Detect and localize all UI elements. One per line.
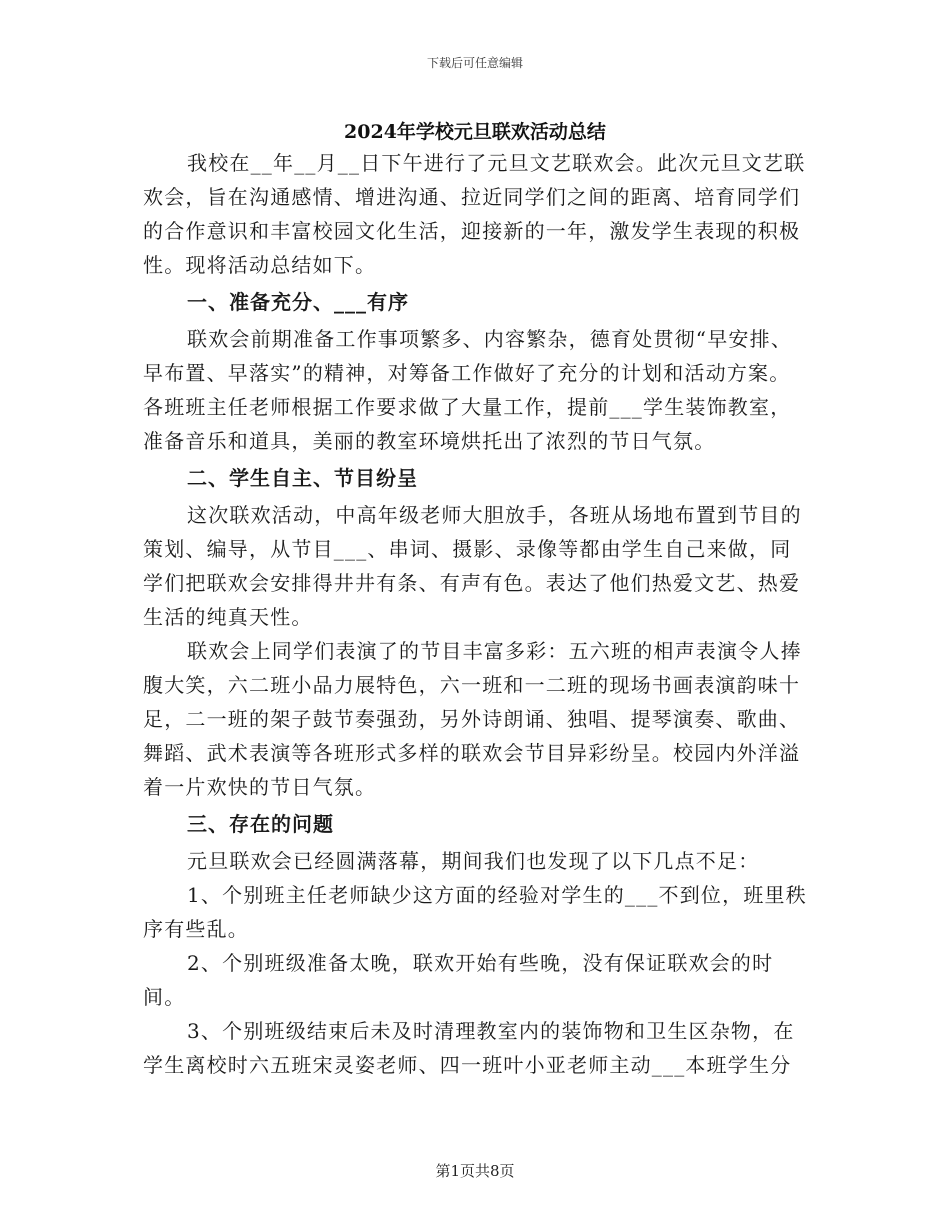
section-1-paragraph: 联欢会前期准备工作事项繁多、内容繁杂，德育处贯彻“早安排、早布置、早落实”的精神，对筹备工作做好了充分的计划和活动方案。各班班主任老师根据工作要求做了大量工作，提前___学生装饰教室，准备音乐和道具，美丽的教室环境烘托出了浓烈的节日气氛。 bbox=[143, 327, 793, 453]
header-note: 下载后可任意编辑 bbox=[426, 56, 523, 70]
section-2-paragraph-2: 联欢会上同学们表演了的节目丰富多彩：五六班的相声表演令人捧腹大笑，六二班小品力展特色，六一班和一二班的现场书画表演韵味十足，二一班的架子鼓节奏强劲，另外诗朗诵、独唱、提琴演奏、歌曲、舞蹈、武术表演等各班形式多样的联欢会节目异彩纷呈。校园内外洋溢着一片欢快的节日气氛。 bbox=[143, 639, 802, 799]
problem-item-1: 1、个别班主任老师缺少这方面的经验对学生的___不到位，班里秩序有些乱。 bbox=[143, 883, 807, 941]
section-3-intro: 元旦联欢会已经圆满落幕，期间我们也发现了以下几点不足： bbox=[187, 849, 760, 873]
problem-item-3: 3、个别班级结束后未及时清理教室内的装饰物和卫生区杂物，在学生离校时六五班宋灵姿老师、四一班叶小亚老师主动___本班学生分 bbox=[143, 1019, 795, 1077]
document-title: 2024年学校元旦联欢活动总结 bbox=[344, 121, 606, 143]
section-heading-2: 二、学生自主、节目纷呈 bbox=[187, 466, 418, 490]
section-heading-1: 一、准备充分、___有序 bbox=[187, 290, 409, 314]
problem-item-2: 2、个别班级准备太晚，联欢开始有些晚，没有保证联欢会的时间。 bbox=[143, 951, 774, 1009]
section-heading-3: 三、存在的问题 bbox=[187, 812, 334, 836]
page-number: 第1页共8页 bbox=[435, 1162, 515, 1180]
intro-paragraph: 我校在__年__月__日下午进行了元旦文艺联欢会。此次元旦文艺联欢会，旨在沟通感情、增进沟通、拉近同学们之间的距离、培育同学们的合作意识和丰富校园文化生活，迎接新的一年，激发学生表现的积极性。现将活动总结如下。 bbox=[143, 151, 806, 277]
section-2-paragraph-1: 这次联欢活动，中高年级老师大胆放手，各班从场地布置到节目的策划、编导，从节目___、串词、摄影、录像等都由学生自己来做，同学们把联欢会安排得井井有条、有声有色。表达了他们热爱文艺、热爱生活的纯真天性。 bbox=[143, 503, 802, 629]
document-body bbox=[143, 146, 808, 1082]
